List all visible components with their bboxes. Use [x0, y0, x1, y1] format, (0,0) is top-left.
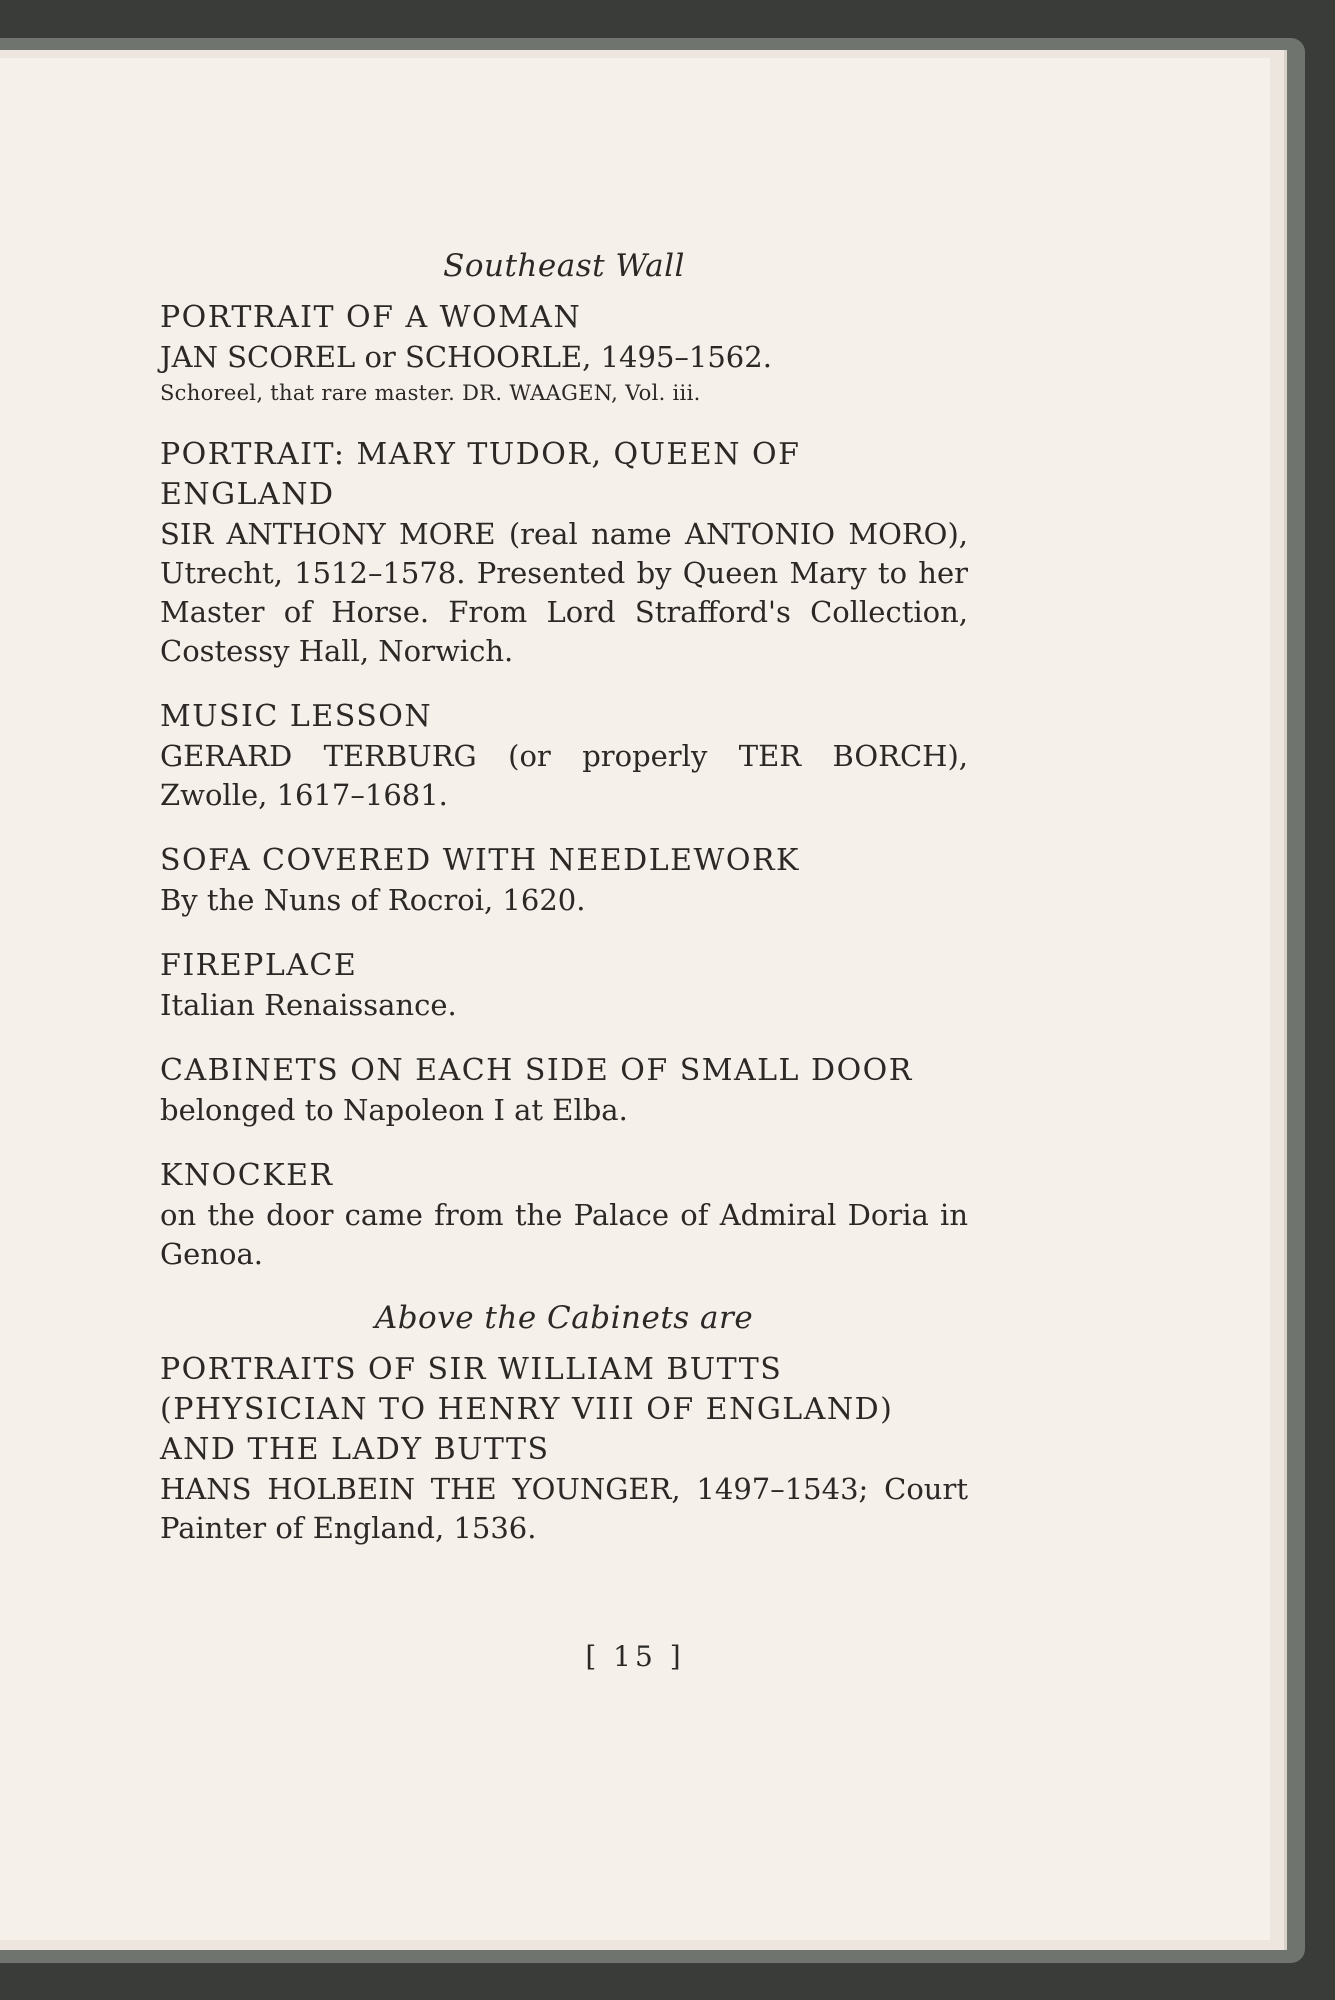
entry-music-lesson [160, 697, 968, 815]
entry-note: Schoreel, that rare master. DR. WAAGEN, Vol. iii. [160, 381, 701, 405]
entry-cabinets [160, 1051, 968, 1130]
entry-body: Italian Renaissance. [160, 988, 457, 1022]
entry-body: GERARD TERBURG (or properly TER BORCH), Zwolle, 1617–1681. [160, 739, 968, 812]
entry-body: on the door came from the Palace of Admiral Doria in Genoa. [160, 1198, 968, 1271]
page-content [160, 248, 968, 1574]
section-heading-southeast-wall: Southeast Wall [443, 248, 685, 284]
entry-title: PORTRAITS OF SIR WILLIAM BUTTS (PHYSICIAN TO HENRY VIII OF ENGLAND) AND THE LADY BUTTS [160, 1352, 894, 1467]
entry-title: MUSIC LESSON [160, 699, 433, 734]
entry-title: FIREPLACE [160, 948, 358, 983]
book-page [0, 58, 1270, 1940]
entry-title: KNOCKER [160, 1158, 334, 1193]
entry-knocker [160, 1156, 968, 1274]
entry-body: HANS HOLBEIN THE YOUNGER, 1497–1543; Court Painter of England, 1536. [160, 1472, 968, 1545]
entry-title: PORTRAIT OF A WOMAN [160, 300, 582, 335]
entry-title: CABINETS ON EACH SIDE OF SMALL DOOR [160, 1053, 913, 1088]
entry-title: SOFA COVERED WITH NEEDLEWORK [160, 843, 800, 878]
entry-body: SIR ANTHONY MORE (real name ANTONIO MORO), Utrecht, 1512–1578. Presented by Queen Mary to her Master of Horse. From Lord Strafford's Collection, Costessy Hall, Norwich. [160, 517, 968, 668]
entry-portrait-of-a-woman [160, 298, 968, 409]
entry-body: By the Nuns of Rocroi, 1620. [160, 883, 586, 917]
entry-fireplace [160, 946, 968, 1025]
section-heading-above-cabinets: Above the Cabinets are [374, 1300, 754, 1336]
page-number: [ 15 ] [585, 1640, 685, 1673]
entry-portraits-butts [160, 1350, 968, 1548]
entry-title: PORTRAIT: MARY TUDOR, QUEEN OF ENGLAND [160, 437, 801, 512]
entry-body: JAN SCOREL or SCHOORLE, 1495–1562. [160, 340, 772, 374]
entry-sofa [160, 841, 968, 920]
entry-body: belonged to Napoleon I at Elba. [160, 1093, 628, 1127]
entry-mary-tudor [160, 435, 968, 671]
